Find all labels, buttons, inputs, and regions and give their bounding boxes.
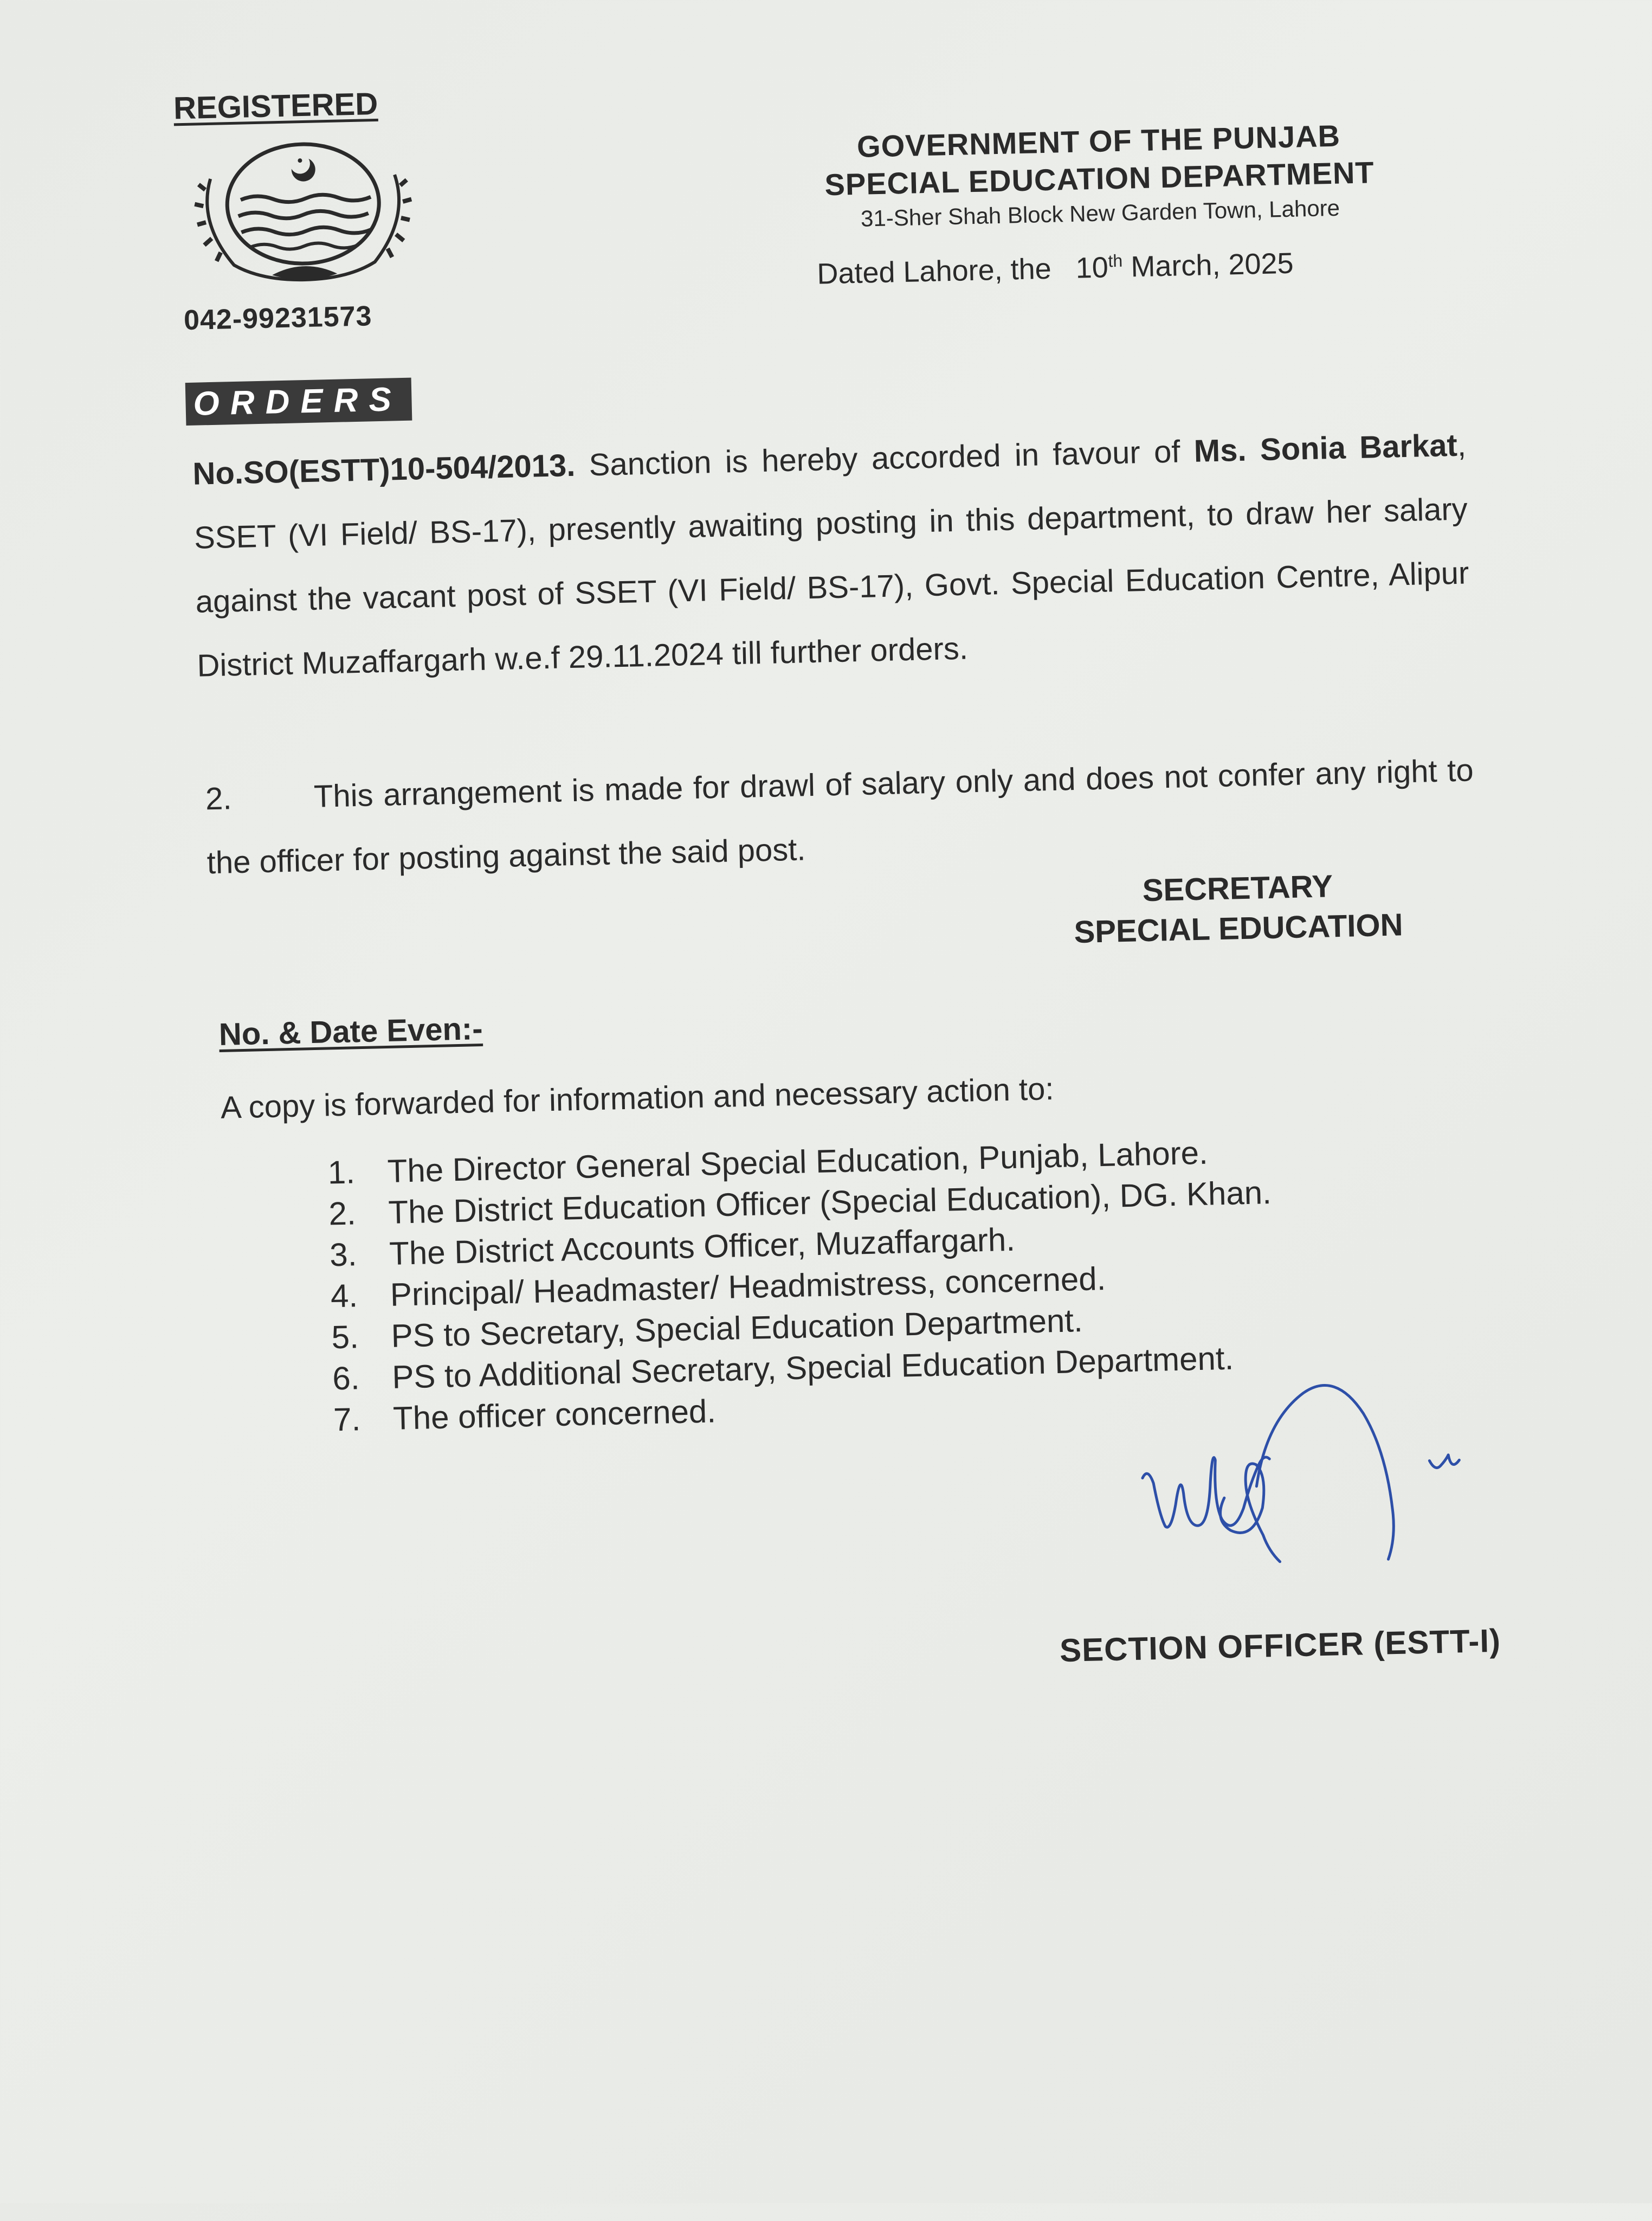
signatory-line-1: SECRETARY: [1142, 868, 1333, 909]
list-item: 6. PS to Additional Secretary, Special Education Department.: [332, 1340, 1234, 1397]
secretary-signatory: [1048, 864, 1429, 953]
officer-name: Ms. Sonia Barkat: [1193, 427, 1458, 469]
dated-day: 10: [1075, 251, 1109, 285]
dated-suffix: th: [1108, 250, 1123, 271]
orders-title: ORDERS: [185, 378, 412, 426]
list-item: 4. Principal/ Headmaster/ Headmistress, concerned.: [330, 1260, 1106, 1315]
signature-icon: [1124, 1372, 1509, 1630]
signatory-line-2: SPECIAL EDUCATION: [1073, 907, 1404, 950]
department-address: 31-Sher Shah Block New Garden Town, Lahore: [860, 195, 1340, 231]
list-item: 5. PS to Secretary, Special Education Department.: [331, 1302, 1083, 1356]
paragraph-2-text: This arrangement is made for drawl of salary only and does not confer any right to the officer for posting against the said post.: [206, 752, 1474, 881]
forwarding-intro: A copy is forwarded for information and necessary action to:: [220, 1071, 1055, 1125]
section-officer-title: SECTION OFFICER (ESTT-I): [1059, 1622, 1501, 1669]
list-item: 2. The District Education Officer (Special Education), DG. Khan.: [328, 1174, 1272, 1232]
list-item: 3. The District Accounts Officer, Muzaffargarh.: [329, 1221, 1016, 1273]
department-title: SPECIAL EDUCATION DEPARTMENT: [824, 155, 1375, 202]
letterhead: [781, 116, 1417, 233]
order-paragraph-1: [192, 414, 1471, 698]
dated-prefix: Dated Lahore, the: [816, 252, 1052, 291]
dated-rest: March, 2025: [1130, 247, 1294, 284]
order-number: No.SO(ESTT)10-504/2013.: [192, 447, 576, 492]
order-text-a: Sanction is hereby accorded in favour of: [575, 433, 1195, 483]
no-date-even-heading: No. & Date Even:-: [218, 1010, 483, 1052]
order-text-b: , SSET (VI Field/ BS-17), presently awaiting posting in this department, to draw her salary against the vacant post of SSET (VI Field/ BS-17), Govt. Special Education Centre, Alipur District Muzaffargarh w.e.f 29.11.2024 till further orders.: [193, 427, 1469, 684]
government-title: GOVERNMENT OF THE PUNJAB: [856, 118, 1341, 164]
paragraph-number: 2.: [205, 781, 233, 817]
registered-label: REGISTERED: [173, 86, 378, 126]
date-line: [817, 247, 1294, 291]
list-item: 1. The Director General Special Education, Punjab, Lahore.: [327, 1134, 1209, 1191]
phone-number: 042-99231573: [183, 300, 373, 337]
punjab-emblem-icon: [188, 136, 419, 298]
list-item: 7. The officer concerned.: [333, 1393, 717, 1438]
